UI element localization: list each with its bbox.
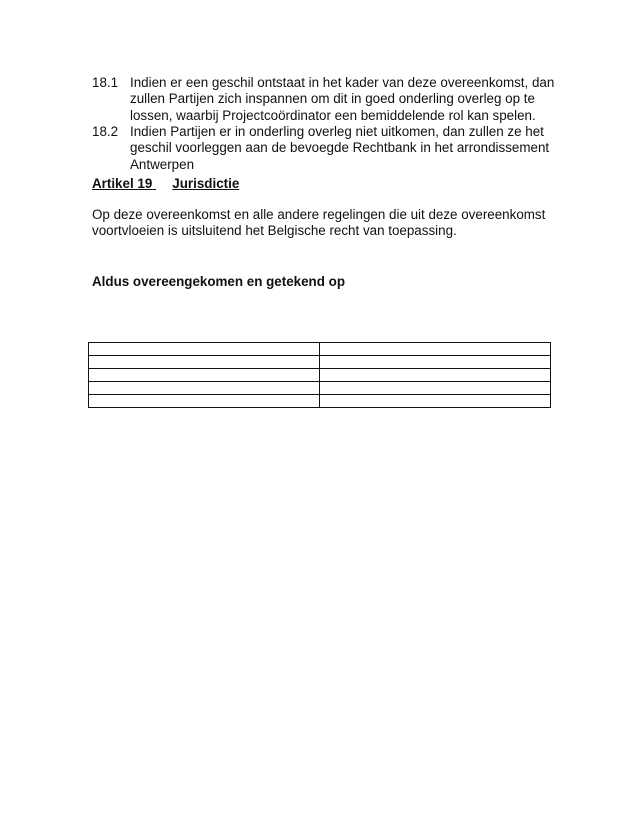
table-row: [89, 356, 551, 369]
table-row: [89, 395, 551, 408]
article-label: Artikel 19: [92, 176, 153, 191]
clause-18-1: [92, 75, 555, 124]
clause-number: 18.2: [92, 124, 119, 139]
clause-line: Indien Partijen er in onderling overleg niet uitkomen, dan zullen ze het: [130, 124, 544, 139]
paragraph-line: Op deze overeenkomst en alle andere regelingen die uit deze overeenkomst: [92, 207, 546, 222]
clause-line: geschil voorleggen aan de bevoegde Rechtbank in het arrondissement: [130, 140, 550, 156]
clause-line: zullen Partijen zich inspannen om dit in goed onderling overleg op te: [130, 91, 535, 107]
article-title: Jurisdictie: [172, 176, 240, 191]
table-cell: [320, 369, 551, 382]
paragraph-line: voortvloeien is uitsluitend het Belgische recht van toepassing.: [92, 223, 457, 239]
table-cell: [89, 395, 320, 408]
table-row: [89, 382, 551, 395]
table-cell: [320, 395, 551, 408]
table-cell: [89, 343, 320, 356]
table-cell: [89, 369, 320, 382]
table-cell: [320, 382, 551, 395]
clause-line: Indien er een geschil ontstaat in het kader van deze overeenkomst, dan: [130, 75, 555, 90]
table-row: [89, 343, 551, 356]
heading-spacer: [152, 176, 172, 192]
clause-number: 18.1: [92, 75, 119, 90]
table-cell: [89, 382, 320, 395]
table-cell: [89, 356, 320, 369]
article-heading: [92, 176, 239, 192]
table-cell: [320, 343, 551, 356]
clause-text: [130, 124, 550, 173]
article-paragraph: [92, 207, 546, 240]
clause-text: [130, 75, 555, 124]
clause-line: Antwerpen: [130, 156, 195, 172]
signature-table: [88, 342, 551, 408]
clause-18-2: [92, 124, 550, 173]
closing-statement: Aldus overeengekomen en getekend op: [92, 274, 345, 289]
table-row: [89, 369, 551, 382]
clause-line: lossen, waarbij Projectcoördinator een bemiddelende rol kan spelen.: [130, 107, 536, 123]
table-cell: [320, 356, 551, 369]
